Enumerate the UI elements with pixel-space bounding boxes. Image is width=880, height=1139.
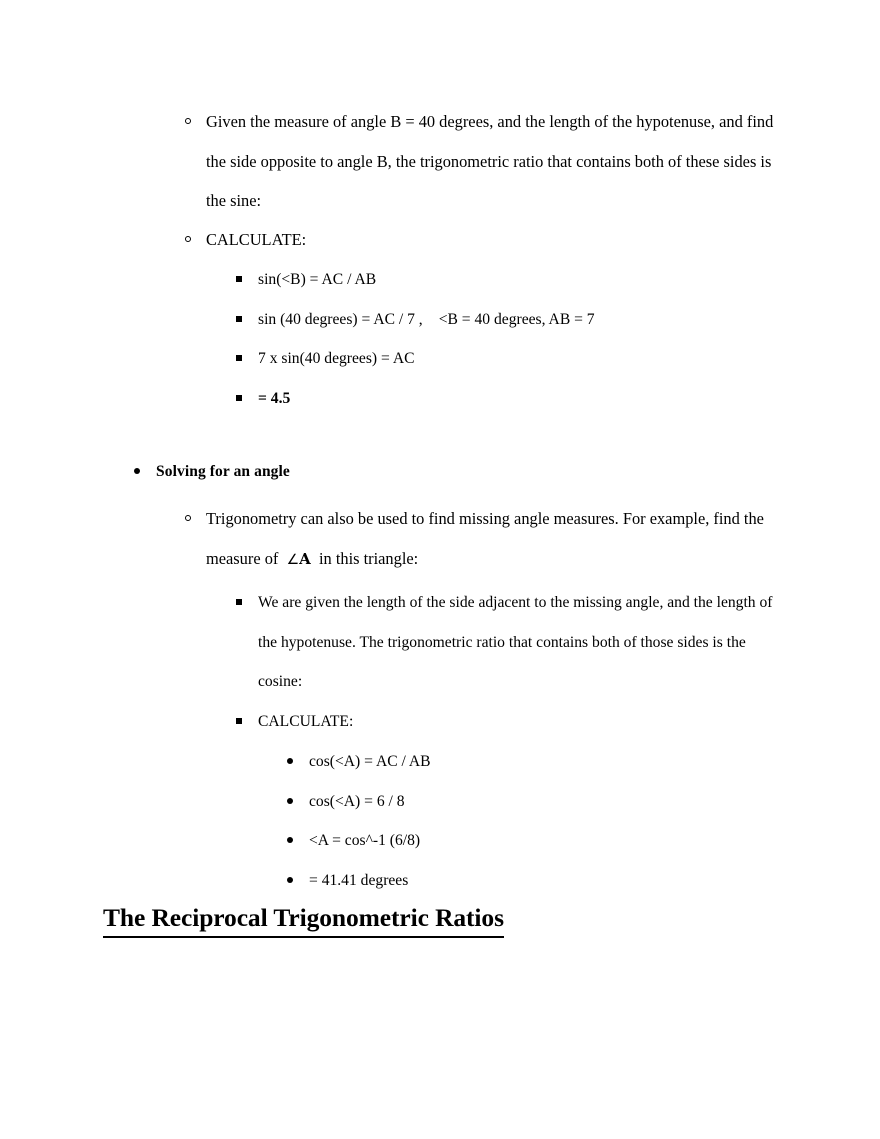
list-item bbox=[287, 782, 767, 822]
angle-label: A bbox=[299, 549, 311, 568]
list-item bbox=[287, 861, 767, 901]
list-item-text: 7 x sin(40 degrees) = AC bbox=[258, 350, 415, 367]
list-item-text-segment: Trigonometry can also be used to find missing angle measures. For example, find the measure of bbox=[206, 509, 764, 568]
list-item-text: cos(<A) = 6 / 8 bbox=[309, 793, 405, 810]
filled-square-bullet-icon bbox=[236, 300, 258, 340]
list-item-text: Solving for an angle bbox=[156, 463, 290, 480]
list-item-text: CALCULATE: bbox=[258, 713, 354, 730]
list-item-text: <A = cos^-1 (6/8) bbox=[309, 832, 421, 849]
filled-square-bullet-icon bbox=[236, 583, 258, 623]
list-item bbox=[236, 702, 781, 742]
filled-disc-bullet-icon bbox=[287, 782, 309, 822]
list-item-text: cos(<A) = AC / AB bbox=[309, 753, 431, 770]
filled-disc-bullet-icon bbox=[134, 459, 156, 485]
list-item bbox=[236, 300, 781, 340]
list-item bbox=[185, 220, 775, 260]
filled-square-bullet-icon bbox=[236, 260, 258, 300]
hollow-circle-bullet-icon bbox=[185, 220, 207, 260]
list-item-text: Given the measure of angle B = 40 degrees, and the length of the hypotenuse, and find the side opposite to angle B, the trigonometric ratio that contains both of these sides is the sine: bbox=[206, 112, 774, 211]
list-item-text bbox=[258, 300, 781, 340]
hollow-circle-bullet-icon bbox=[185, 499, 207, 539]
list-item-text: sin(<B) = AC / AB bbox=[258, 271, 377, 288]
list-item-text-segment: <B = 40 degrees, AB = 7 bbox=[438, 311, 595, 328]
list-item-text-segment: in this triangle: bbox=[318, 548, 419, 568]
list-item-text: = 4.5 bbox=[258, 390, 291, 407]
filled-square-bullet-icon bbox=[236, 702, 258, 742]
list-item-text-segment: sin (40 degrees) = AC / 7 , bbox=[258, 311, 423, 328]
list-item bbox=[236, 583, 781, 702]
list-item bbox=[236, 339, 781, 379]
list-item bbox=[185, 499, 775, 580]
section-heading: The Reciprocal Trigonometric Ratios bbox=[103, 901, 504, 938]
list-item bbox=[236, 379, 781, 419]
list-item bbox=[185, 102, 775, 221]
hollow-circle-bullet-icon bbox=[185, 102, 207, 142]
list-item-text: We are given the length of the side adjacent to the missing angle, and the length of the hypotenuse. The trigonometric ratio that contains both of those sides is the cosine: bbox=[258, 594, 773, 691]
list-item bbox=[236, 260, 781, 300]
list-item-heading bbox=[134, 459, 774, 485]
list-item-text: CALCULATE: bbox=[206, 230, 307, 249]
list-item bbox=[287, 742, 767, 782]
list-item-text: = 41.41 degrees bbox=[309, 872, 409, 889]
filled-square-bullet-icon bbox=[236, 379, 258, 419]
filled-disc-bullet-icon bbox=[287, 861, 309, 901]
filled-disc-bullet-icon bbox=[287, 742, 309, 782]
filled-disc-bullet-icon bbox=[287, 821, 309, 861]
filled-square-bullet-icon bbox=[236, 339, 258, 379]
list-item bbox=[287, 821, 767, 861]
list-item-text bbox=[206, 499, 775, 580]
angle-symbol-icon: ∠ bbox=[286, 551, 300, 568]
